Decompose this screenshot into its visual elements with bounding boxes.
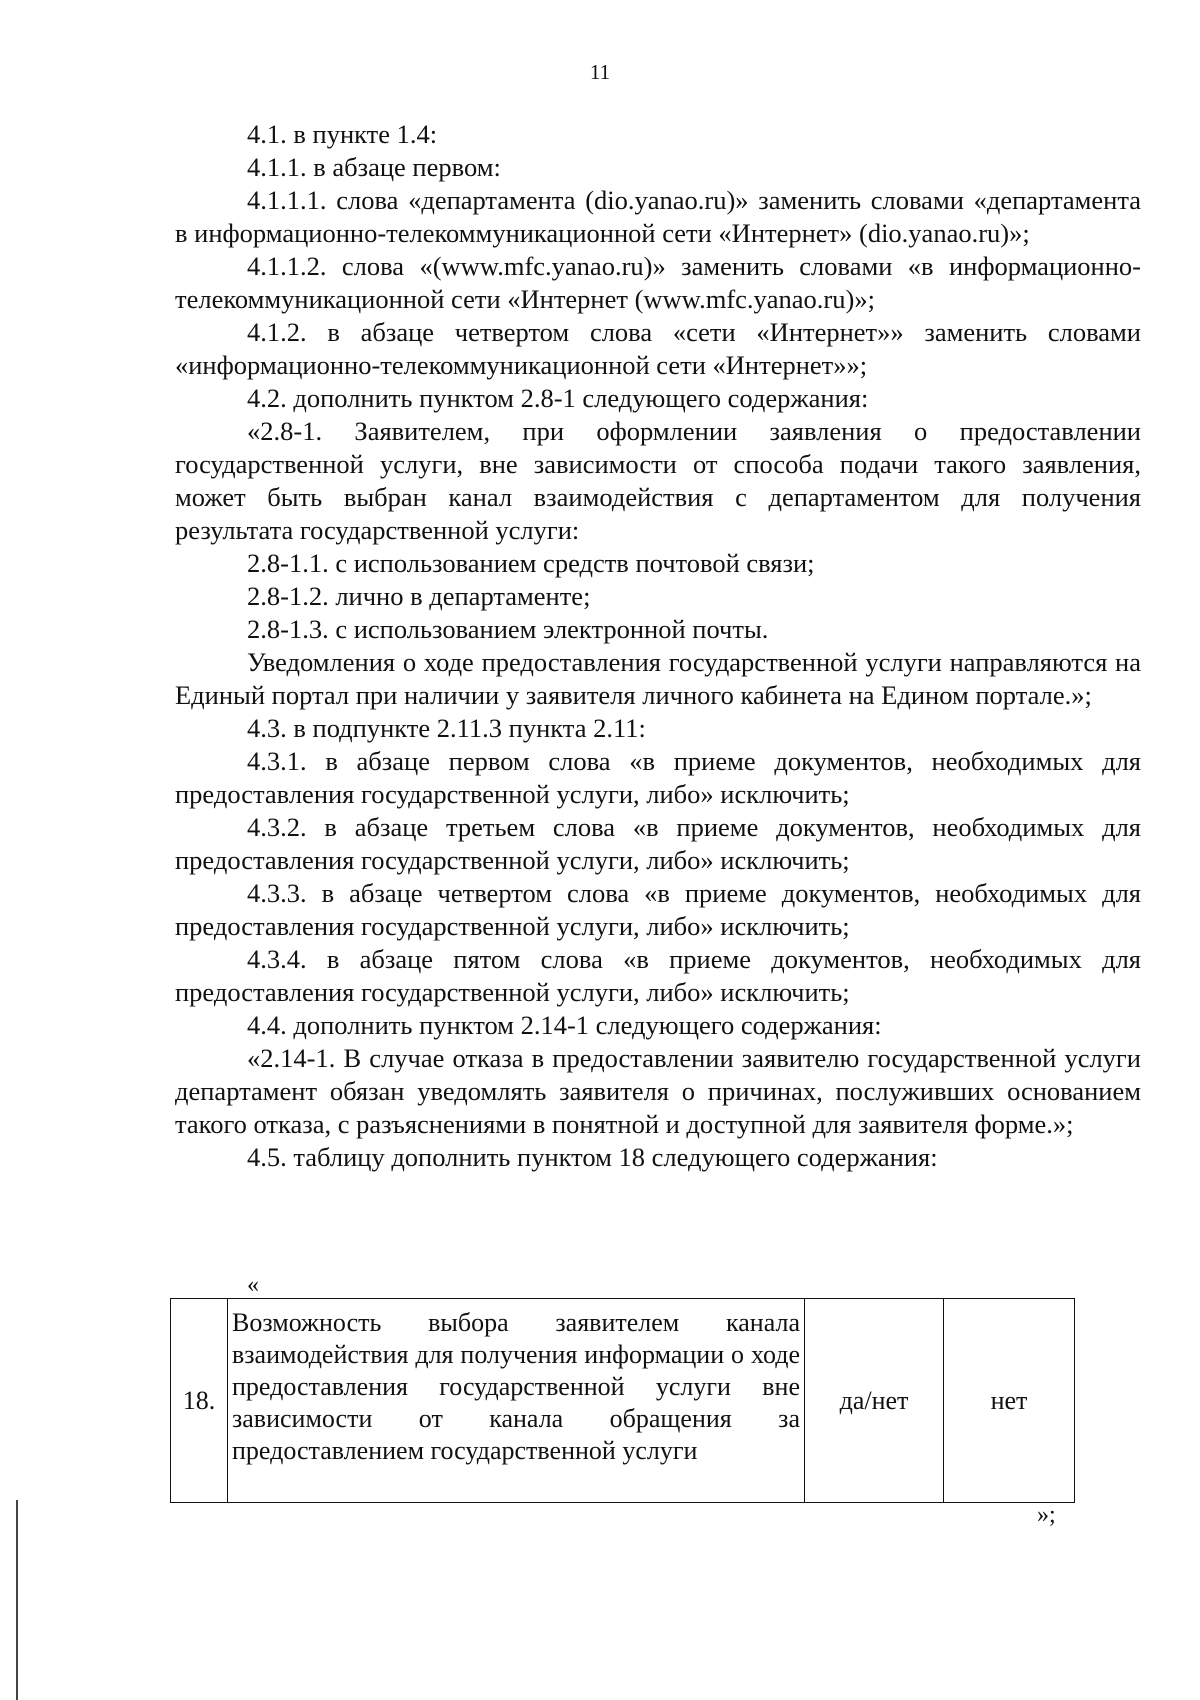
page-number: 11 (589, 60, 611, 84)
paragraph: 4.1.1.2. слова «(www.mfc.yanao.ru)» заменить словами «в информационно-телекоммуникационной сети «Интернет (www.mfc.yanao.ru)»; (175, 251, 1141, 314)
paragraph: 4.3.4. в абзаце пятом слова «в приеме документов, необходимых для предоставления государственной услуги, либо» исключить; (175, 944, 1141, 1007)
amendment-table (170, 1298, 1075, 1503)
row-value-type: да/нет (805, 1299, 944, 1503)
row-number: 18. (171, 1299, 228, 1503)
row-default-value: нет (944, 1299, 1075, 1503)
paragraph: 4.3.2. в абзаце третьем слова «в приеме документов, необходимых для предоставления государственной услуги, либо» исключить; (175, 812, 1141, 875)
paragraph: 4.5. таблицу дополнить пунктом 18 следующего содержания: (247, 1142, 938, 1172)
paragraph: 4.3. в подпункте 2.11.3 пункта 2.11: (247, 713, 646, 743)
table-row (171, 1299, 1075, 1503)
paragraph: 4.3.1. в абзаце первом слова «в приеме документов, необходимых для предоставления государственной услуги, либо» исключить; (175, 746, 1141, 809)
row-description: Возможность выбора заявителем канала взаимодействия для получения информации о ходе предоставления государственной услуги вне зависимости от канала обращения за предоставлением государственной услуги (228, 1299, 805, 1503)
paragraph: 2.8-1.1. с использованием средств почтовой связи; (247, 548, 815, 578)
paragraph: «2.14-1. В случае отказа в предоставлении заявителю государственной услуги департамент обязан уведомлять заявителя о причинах, послуживших основанием такого отказа, с разъяснениями в понятной и доступной для заявителя форме.»; (175, 1043, 1141, 1139)
paragraph: 4.1.1.1. слова «департамента (dio.yanao.ru)» заменить словами «департамента в информационно-телекоммуникационной сети «Интернет» (dio.yanao.ru)»; (175, 185, 1141, 248)
paragraph: 4.4. дополнить пунктом 2.14-1 следующего содержания: (247, 1010, 882, 1040)
paragraph: 4.3.3. в абзаце четвертом слова «в приеме документов, необходимых для предоставления государственной услуги, либо» исключить; (175, 878, 1141, 941)
table-open-quote: « (247, 1272, 259, 1298)
paragraph: «2.8-1. Заявителем, при оформлении заявления о предоставлении государственной услуги, вне зависимости от способа подачи такого заявления, может быть выбран канал взаимодействия с департаментом для получения результата государственной услуги: (175, 416, 1141, 545)
paragraph: 4.1.2. в абзаце четвертом слова «сети «Интернет»» заменить словами «информационно-телекоммуникационной сети «Интернет»»; (175, 317, 1141, 380)
paragraph: 4.2. дополнить пунктом 2.8-1 следующего содержания: (247, 383, 869, 413)
paragraph: 4.1. в пункте 1.4: (247, 119, 438, 149)
scan-margin-line (16, 1500, 18, 1700)
table-close-quote: »; (1037, 1502, 1056, 1528)
paragraph: 2.8-1.3. с использованием электронной почты. (247, 614, 769, 644)
paragraph: 4.1.1. в абзаце первом: (247, 152, 501, 182)
paragraph: 2.8-1.2. лично в департаменте; (247, 581, 591, 611)
document-body (175, 118, 1141, 1174)
paragraph: Уведомления о ходе предоставления государственной услуги направляются на Единый портал при наличии у заявителя личного кабинета на Едином портале.»; (175, 647, 1141, 710)
